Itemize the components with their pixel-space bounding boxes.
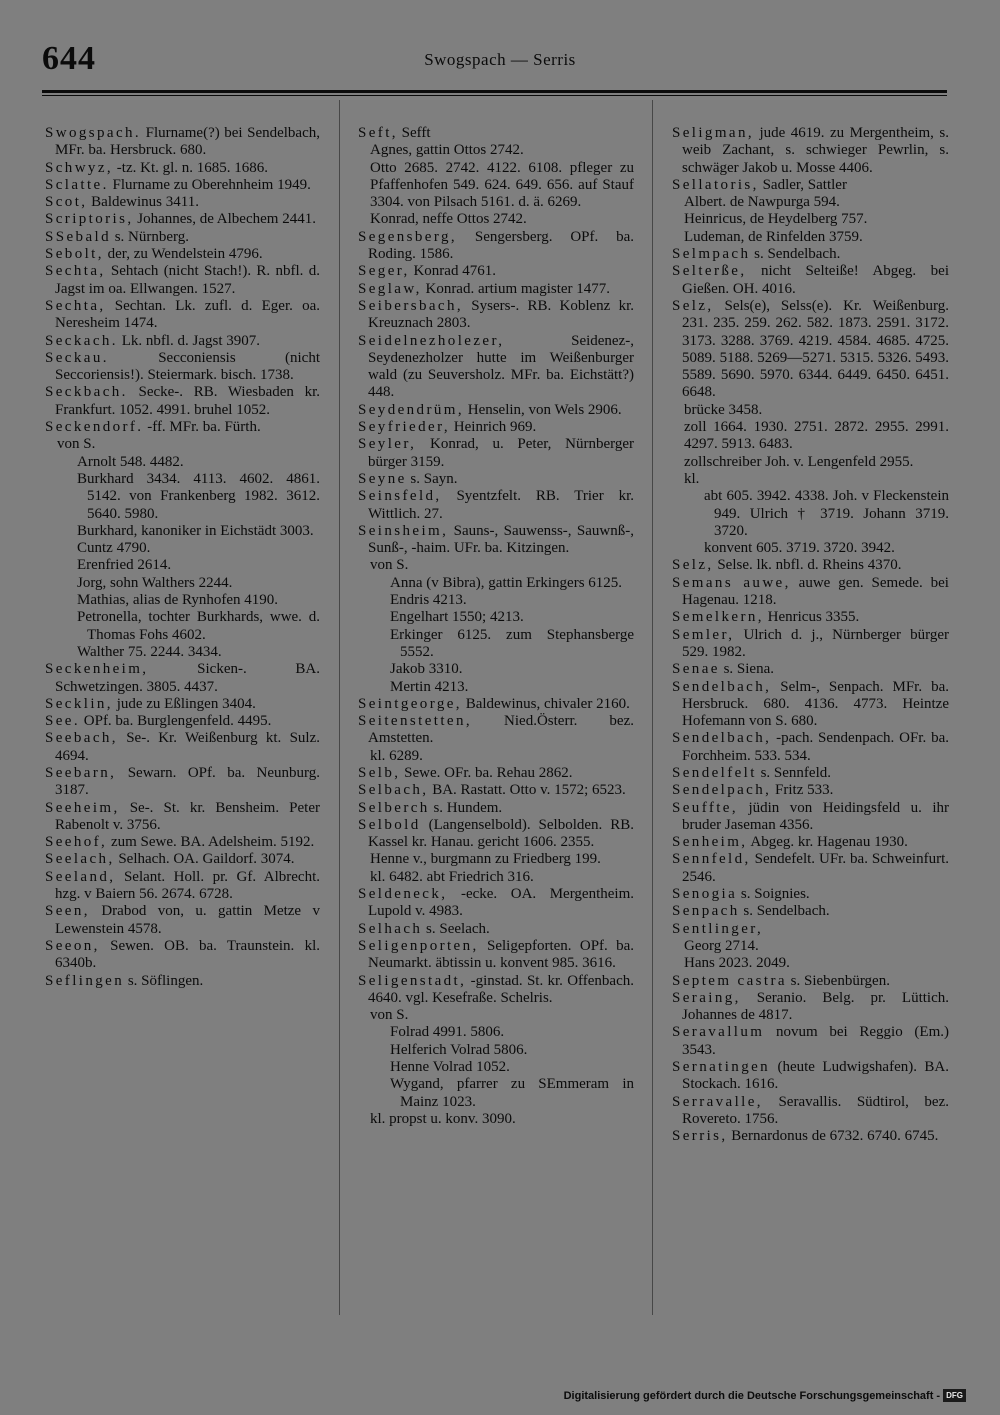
index-entry bbox=[358, 419, 634, 436]
entry-text: Drabod von, u. gattin Metze v Lewenstein 4578. bbox=[55, 903, 320, 937]
entry-lemma: Seitenstetten, bbox=[358, 713, 472, 730]
entry-subline: Cuntz 4790. bbox=[77, 540, 151, 557]
entry-text: novum bei Reggio (Em.) 3543. bbox=[682, 1024, 949, 1058]
entry-lemma: Seyler, bbox=[358, 436, 417, 453]
entry-text: Heinrich 969. bbox=[450, 419, 537, 436]
entry-lemma: Selterße, bbox=[672, 263, 747, 280]
footer-credit bbox=[564, 1389, 966, 1402]
entry-subline: kl. bbox=[684, 470, 700, 487]
entry-text: s. Hundem. bbox=[429, 799, 503, 816]
entry-subline: Engelhart 1550; 4213. bbox=[390, 609, 524, 626]
entry-text: Secconiensis (nicht Seccoriensis!). Steiermark. bisch. 1738. bbox=[55, 349, 320, 384]
entry-text: -ecke. OA. Mergentheim. Lupold v. 4983. bbox=[368, 886, 634, 920]
entry-text: Henricus 3355. bbox=[763, 609, 860, 626]
entry-subline: zollschreiber Joh. v. Lengenfeld 2955. bbox=[684, 453, 914, 470]
entry-subline: Hans 2023. 2049. bbox=[684, 955, 790, 972]
entry-lemma: Seinsheim, bbox=[358, 522, 449, 539]
entry-lemma: Seeland, bbox=[45, 868, 116, 885]
index-entry bbox=[45, 350, 320, 385]
entry-subline: konvent 605. 3719. 3720. 3942. bbox=[704, 540, 895, 557]
entry-lemma: Seyne bbox=[358, 470, 407, 487]
entry-text: Sicken-. BA. Schwetzingen. 3805. 4437. bbox=[55, 661, 320, 695]
index-entry bbox=[45, 869, 320, 904]
index-entry bbox=[358, 263, 634, 280]
index-entry bbox=[672, 263, 949, 298]
index-column-3 bbox=[672, 125, 949, 1146]
index-entry bbox=[672, 298, 949, 402]
index-entry bbox=[672, 1128, 949, 1145]
index-entry bbox=[672, 661, 949, 678]
index-entry bbox=[45, 903, 320, 938]
index-entry bbox=[45, 765, 320, 800]
entry-subline: Albert. de Nawpurga 594. bbox=[684, 194, 840, 211]
entry-text: nicht Selteiße! Abgeg. bei Gießen. OH. 4016. bbox=[682, 263, 949, 297]
entry-text: Seidenez-, Seydenezholzer hutte im Weißenburger wald (zu Seuversholz. MFr. ba. Eichstätt?) 448. bbox=[368, 332, 634, 401]
index-entry bbox=[672, 730, 949, 765]
entry-text: Sendefelt. UFr. ba. Schweinfurt. 2546. bbox=[682, 851, 949, 885]
entry-text: Seranio. Belg. pr. Lüttich. Johannes de 4817. bbox=[682, 989, 949, 1024]
entry-text: -tz. Kt. gl. n. 1685. 1686. bbox=[113, 159, 269, 176]
entry-text: Selse. lk. nbfl. d. Rheins 4370. bbox=[713, 557, 902, 574]
column-divider-1 bbox=[339, 100, 340, 1315]
entry-subline: von S. bbox=[370, 1007, 409, 1024]
entry-lemma: Seinsfeld, bbox=[358, 488, 442, 505]
index-entry bbox=[45, 696, 320, 713]
entry-text: Sels(e), Selss(e). Kr. Weißenburg. 231. 235. 259. 262. 582. 1873. 2591. 3172. 3173. 3288. 3769. 4219. 4584. 4685. 4725. 5089. 5188. 5269—5271. 5315. 5326. 5493. 5589. 5690. 5970. 6344. 6449. 6450. 6451. 6648. bbox=[682, 297, 949, 401]
entry-subline: zoll 1664. 1930. 2751. 2872. 2955. 2991. 4297. 5913. 6483. bbox=[684, 419, 949, 453]
entry-lemma: Seckbach. bbox=[45, 384, 128, 401]
entry-subline: kl. 6289. bbox=[370, 747, 423, 764]
entry-lemma: Sentlinger, bbox=[672, 920, 764, 937]
entry-lemma: Serravalle, bbox=[672, 1093, 763, 1110]
entry-subline: Georg 2714. bbox=[684, 937, 759, 954]
page-number: 644 bbox=[42, 40, 96, 77]
entry-text: Konrad. artium magister 1477. bbox=[421, 280, 611, 297]
index-entry bbox=[358, 713, 634, 748]
entry-text: s. Sendelbach. bbox=[739, 903, 830, 920]
index-entry bbox=[358, 696, 634, 713]
entry-lemma: Senpach bbox=[672, 903, 740, 920]
entry-text: -pach. Sendenpach. OFr. ba. Forchheim. 533. 534. bbox=[682, 730, 949, 764]
index-entry bbox=[45, 160, 320, 177]
index-entry bbox=[45, 834, 320, 851]
entry-text: Abgeg. kr. Hagenau 1930. bbox=[747, 834, 908, 851]
entry-lemma: Semans auwe, bbox=[672, 574, 791, 591]
index-entry bbox=[358, 436, 634, 471]
entry-lemma: Selmpach bbox=[672, 246, 751, 263]
entry-subline: Erenfried 2614. bbox=[77, 557, 172, 574]
entry-text: (heute Ludwigshafen). BA. Stockach. 1616. bbox=[682, 1059, 949, 1093]
entry-lemma: Seen, bbox=[45, 903, 90, 920]
entry-text: (Langenselbold). Selbolden. RB. Kassel kr. Hanau. gericht 1606. 2355. bbox=[368, 816, 634, 851]
entry-text: s. Siena. bbox=[719, 661, 774, 678]
index-entry bbox=[45, 713, 320, 730]
entry-lemma: Secklin, bbox=[45, 695, 113, 712]
index-entry bbox=[45, 263, 320, 298]
index-entry bbox=[672, 1094, 949, 1129]
index-entry bbox=[672, 177, 949, 194]
entry-lemma: Sennfeld, bbox=[672, 851, 751, 868]
index-entry bbox=[358, 938, 634, 973]
entry-text: s. Soignies. bbox=[737, 886, 810, 903]
entry-lemma: Senae bbox=[672, 661, 720, 678]
index-entry bbox=[45, 661, 320, 696]
entry-subline: Mathias, alias de Rynhofen 4190. bbox=[77, 592, 279, 609]
entry-text: Konrad, u. Peter, Nürnberger bürger 3159. bbox=[368, 436, 634, 470]
index-entry bbox=[358, 488, 634, 523]
dfg-logo: DFG bbox=[943, 1389, 966, 1402]
index-entry bbox=[358, 886, 634, 921]
index-entry bbox=[358, 298, 634, 333]
entry-text: Ulrich d. j., Nürnberger bürger 529. 1982. bbox=[682, 626, 949, 660]
entry-lemma: Seidelnezholezer, bbox=[358, 332, 505, 349]
index-column-1 bbox=[45, 125, 320, 990]
entry-lemma: Sendelfelt bbox=[672, 764, 757, 781]
index-entry bbox=[45, 333, 320, 350]
entry-lemma: Selbach, bbox=[358, 782, 429, 799]
entry-subline: von S. bbox=[57, 436, 96, 453]
index-entry bbox=[672, 800, 949, 835]
entry-subline: Jorg, sohn Walthers 2244. bbox=[77, 574, 233, 591]
index-entry bbox=[45, 938, 320, 973]
entry-lemma: Schwyz, bbox=[45, 159, 114, 176]
entry-subline: Petronella, tochter Burkhards, wwe. d. Thomas Fohs 4602. bbox=[77, 609, 320, 643]
entry-text: Flurname(?) bei Sendelbach, MFr. ba. Hersbruck. 680. bbox=[55, 125, 320, 159]
entry-text: s. Söflingen. bbox=[124, 972, 204, 989]
entry-lemma: Selz, bbox=[672, 557, 714, 574]
entry-lemma: Septem castra bbox=[672, 972, 787, 989]
entry-text: Sewen. OB. ba. Traunstein. kl. 6340b. bbox=[55, 937, 320, 972]
index-entry bbox=[672, 921, 949, 938]
entry-text: OPf. ba. Burglengenfeld. 4495. bbox=[80, 713, 272, 730]
entry-text: BA. Rastatt. Otto v. 1572; 6523. bbox=[428, 782, 626, 799]
entry-subline: Folrad 4991. 5806. bbox=[390, 1024, 505, 1041]
entry-subline: Henne Volrad 1052. bbox=[390, 1059, 510, 1076]
entry-text: Sehtach (nicht Stach!). R. nbfl. d. Jagst im oa. Ellwangen. 1527. bbox=[55, 263, 320, 297]
entry-lemma: Sendelbach, bbox=[672, 730, 772, 747]
index-entry bbox=[672, 609, 949, 626]
index-entry bbox=[358, 817, 634, 852]
entry-subline: Konrad, neffe Ottos 2742. bbox=[370, 211, 527, 228]
index-entry bbox=[672, 973, 949, 990]
entry-lemma: Sechta, bbox=[45, 263, 106, 280]
entry-text: Bernardonus de 6732. 6740. 6745. bbox=[727, 1128, 939, 1145]
entry-text: Johannes, de Albechem 2441. bbox=[133, 211, 316, 228]
entry-lemma: Sernatingen bbox=[672, 1059, 771, 1076]
header-rule bbox=[42, 90, 947, 96]
index-entry bbox=[358, 921, 634, 938]
entry-text: Selm-, Senpach. MFr. ba. Hersbruck. 680. 4136. 4773. Heintze Hofemann von S. 680. bbox=[682, 678, 949, 730]
index-entry bbox=[672, 1059, 949, 1094]
entry-subline: Mertin 4213. bbox=[390, 678, 469, 695]
entry-lemma: Seflingen bbox=[45, 972, 125, 989]
entry-lemma: Swogspach. bbox=[45, 125, 142, 141]
entry-lemma: Seraing, bbox=[672, 989, 741, 1006]
index-entry bbox=[358, 765, 634, 782]
entry-lemma: Sendelbach, bbox=[672, 678, 772, 695]
entry-lemma: Seldeneck, bbox=[358, 886, 448, 903]
index-entry bbox=[358, 471, 634, 488]
entry-lemma: Seintgeorge, bbox=[358, 695, 462, 712]
entry-lemma: Seydendrüm, bbox=[358, 401, 464, 418]
entry-lemma: Serris, bbox=[672, 1128, 728, 1145]
entry-subline: Burkhard, kanoniker in Eichstädt 3003. bbox=[77, 522, 314, 539]
index-entry bbox=[672, 782, 949, 799]
index-entry bbox=[672, 1024, 949, 1059]
entry-lemma: Sellatoris, bbox=[672, 176, 759, 193]
entry-subline: kl. 6482. abt Friedrich 316. bbox=[370, 868, 534, 885]
index-entry bbox=[45, 800, 320, 835]
entry-lemma: Seelach, bbox=[45, 851, 115, 868]
entry-subline: abt 605. 3942. 4338. Joh. v Fleckenstein 949. Ulrich † 3719. Johann 3719. 3720. bbox=[704, 488, 949, 539]
running-head: Swogspach — Serris bbox=[424, 50, 576, 69]
entry-lemma: Seckendorf. bbox=[45, 419, 144, 436]
index-entry bbox=[672, 575, 949, 610]
index-entry bbox=[45, 384, 320, 419]
entry-lemma: Seyfrieder, bbox=[358, 419, 451, 436]
entry-lemma: Seft, bbox=[358, 125, 398, 141]
entry-text: Baldewinus, chivaler 2160. bbox=[461, 695, 630, 712]
entry-lemma: Seebarn, bbox=[45, 764, 117, 781]
index-entry bbox=[672, 834, 949, 851]
entry-text: s. Sendelbach. bbox=[750, 246, 841, 263]
entry-lemma: Seckau. bbox=[45, 349, 109, 366]
entry-lemma: Sebolt, bbox=[45, 246, 104, 263]
index-entry bbox=[45, 125, 320, 160]
entry-text: Henselin, von Wels 2906. bbox=[463, 401, 622, 418]
entry-text: Sefft bbox=[397, 125, 431, 141]
entry-lemma: Sclatte. bbox=[45, 176, 109, 193]
index-entry bbox=[672, 627, 949, 662]
entry-subline: Jakob 3310. bbox=[390, 661, 463, 678]
entry-text: auwe gen. Semede. bei Hagenau. 1218. bbox=[682, 574, 949, 609]
index-entry bbox=[358, 800, 634, 817]
entry-subline: Agnes, gattin Ottos 2742. bbox=[370, 142, 524, 159]
entry-lemma: Seckach. bbox=[45, 332, 118, 349]
entry-text: Sewe. OFr. ba. Rehau 2862. bbox=[400, 764, 573, 781]
entry-text: Seravallis. Südtirol, bez. Rovereto. 1756. bbox=[682, 1093, 949, 1127]
entry-subline: kl. propst u. konv. 3090. bbox=[370, 1110, 516, 1127]
entry-lemma: Segensberg, bbox=[358, 228, 458, 245]
entry-text: Sysers-. RB. Koblenz kr. Kreuznach 2803. bbox=[368, 297, 634, 332]
entry-text: Nied.Österr. bez. Amstetten. bbox=[368, 713, 634, 747]
entry-text: s. Sennfeld. bbox=[756, 764, 831, 781]
index-entry bbox=[45, 194, 320, 211]
entry-text: Seligepforten. OPf. ba. Neumarkt. äbtissin u. konvent 985. 3616. bbox=[368, 937, 634, 972]
entry-lemma: Seebach, bbox=[45, 730, 118, 747]
entry-lemma: Seligenstadt, bbox=[358, 972, 467, 989]
entry-text: s. Siebenbürgen. bbox=[786, 972, 890, 989]
entry-text: s. Seelach. bbox=[422, 920, 490, 937]
entry-subline: Anna (v Bibra), gattin Erkingers 6125. bbox=[390, 574, 623, 591]
entry-text: Sengersberg. OPf. ba. Roding. 1586. bbox=[368, 228, 634, 263]
index-entry bbox=[45, 298, 320, 333]
entry-text: Se-. St. kr. Bensheim. Peter Rabenolt v. 3756. bbox=[55, 799, 320, 833]
index-entry bbox=[45, 419, 320, 436]
entry-lemma: Seglaw, bbox=[358, 280, 422, 297]
entry-subline: Arnolt 548. 4482. bbox=[77, 453, 184, 470]
entry-text: Syentzfelt. RB. Trier kr. Wittlich. 27. bbox=[368, 488, 634, 522]
entry-text: Konrad 4761. bbox=[409, 263, 496, 280]
entry-text: s. Sayn. bbox=[406, 470, 458, 487]
index-entry bbox=[672, 851, 949, 886]
entry-subline: Erkinger 6125. zum Stephansberge 5552. bbox=[390, 626, 634, 660]
index-entry bbox=[358, 782, 634, 799]
index-entry bbox=[45, 177, 320, 194]
entry-text: Sadler, Sattler bbox=[758, 176, 847, 193]
footer-text: Digitalisierung gefördert durch die Deutsche Forschungsgemeinschaft - bbox=[563, 1389, 941, 1402]
index-entry bbox=[672, 679, 949, 731]
entry-text: Flurname zu Oberehnheim 1949. bbox=[108, 176, 311, 193]
entry-lemma: Senogia bbox=[672, 886, 738, 903]
entry-subline: Endris 4213. bbox=[390, 592, 467, 609]
index-entry bbox=[45, 211, 320, 228]
entry-lemma: Selberch bbox=[358, 799, 430, 816]
entry-text: -ff. MFr. ba. Fürth. bbox=[143, 419, 261, 436]
entry-subline: von S. bbox=[370, 557, 409, 574]
index-entry bbox=[358, 402, 634, 419]
entry-text: jüdin von Heidingsfeld u. ihr bruder Jaseman 4356. bbox=[682, 799, 949, 833]
entry-text: Fritz 533. bbox=[771, 782, 834, 799]
entry-text: Lk. nbfl. d. Jagst 3907. bbox=[117, 332, 261, 349]
entry-subline: Walther 75. 2244. 3434. bbox=[77, 643, 222, 660]
entry-lemma: Seligman, bbox=[672, 125, 755, 141]
index-entry bbox=[672, 886, 949, 903]
index-entry bbox=[45, 229, 320, 246]
entry-lemma: See. bbox=[45, 713, 81, 730]
entry-text: -ginstad. St. kr. Offenbach. 4640. vgl. Kesefraße. Schelris. bbox=[368, 972, 634, 1006]
entry-lemma: Sendelpach, bbox=[672, 782, 772, 799]
entry-lemma: SSebald bbox=[45, 228, 111, 245]
entry-text: Selant. Holl. pr. Gf. Albrecht. hzg. v Baiern 56. 2674. 6728. bbox=[55, 868, 320, 903]
entry-subline: Heinricus, de Heydelberg 757. bbox=[684, 211, 868, 228]
entry-lemma: Semler, bbox=[672, 626, 735, 643]
entry-text: Baldewinus 3411. bbox=[87, 194, 199, 211]
entry-lemma: Seger, bbox=[358, 263, 410, 280]
entry-text: Sewarn. OPf. ba. Neunburg. 3187. bbox=[55, 764, 320, 799]
index-entry bbox=[672, 990, 949, 1025]
entry-lemma: Senheim, bbox=[672, 834, 748, 851]
entry-subline: Ludeman, de Rinfelden 3759. bbox=[684, 228, 863, 245]
entry-lemma: Seehof, bbox=[45, 834, 108, 851]
entry-lemma: Selb, bbox=[358, 764, 401, 781]
entry-text: zum Sewe. BA. Adelsheim. 5192. bbox=[107, 834, 315, 851]
entry-text: Se-. Kr. Weißenburg kt. Sulz. 4694. bbox=[55, 730, 320, 764]
entry-text: der, zu Wendelstein 4796. bbox=[103, 246, 263, 263]
index-entry bbox=[358, 125, 634, 142]
index-entry bbox=[358, 229, 634, 264]
index-entry bbox=[45, 851, 320, 868]
entry-lemma: Seibersbach, bbox=[358, 297, 464, 314]
entry-lemma: Sechta, bbox=[45, 297, 106, 314]
entry-text: Sauns-, Sauwenss-, Sauwnß-, Sunß-, -haim. UFr. ba. Kitzingen. bbox=[368, 522, 634, 557]
entry-lemma: Semelkern, bbox=[672, 609, 764, 626]
entry-text: Selhach. OA. Gaildorf. 3074. bbox=[114, 851, 295, 868]
entry-lemma: Seufftе, bbox=[672, 799, 738, 816]
entry-text: Secke-. RB. Wiesbaden kr. Frankfurt. 1052. 4991. bruhel 1052. bbox=[55, 384, 320, 418]
entry-lemma: Scriptoris, bbox=[45, 211, 134, 228]
index-entry bbox=[672, 246, 949, 263]
entry-subline: Helferich Volrad 5806. bbox=[390, 1041, 528, 1058]
entry-lemma: Scot, bbox=[45, 194, 88, 211]
index-entry bbox=[672, 557, 949, 574]
entry-lemma: Seeon, bbox=[45, 937, 100, 954]
entry-lemma: Seckenheim, bbox=[45, 661, 149, 678]
index-entry bbox=[45, 730, 320, 765]
entry-lemma: Seligenporten, bbox=[358, 937, 479, 954]
index-column-2 bbox=[358, 125, 634, 1128]
entry-subline: Henne v., burgmann zu Friedberg 199. bbox=[370, 851, 601, 868]
entry-text: Sechtan. Lk. zufl. d. Eger. oa. Neresheim 1474. bbox=[55, 297, 320, 332]
index-entry bbox=[358, 281, 634, 298]
entry-lemma: Seravallum bbox=[672, 1024, 765, 1041]
index-entry bbox=[358, 973, 634, 1008]
entry-lemma: Selz, bbox=[672, 297, 714, 314]
index-entry bbox=[672, 765, 949, 782]
entry-subline: Wygand, pfarrer zu SEmmeram in Mainz 1023. bbox=[390, 1076, 634, 1110]
entry-lemma: Seeheim, bbox=[45, 799, 120, 816]
column-divider-2 bbox=[652, 100, 653, 1315]
entry-text: jude 4619. zu Mergentheim, s. weib Zachant, s. schwieger Pewrlin, s. schwäger Jakob u. Mosse 4406. bbox=[682, 125, 949, 176]
entry-subline: brücke 3458. bbox=[684, 401, 763, 418]
index-entry bbox=[45, 973, 320, 990]
index-entry bbox=[358, 523, 634, 558]
entry-subline: Burkhard 3434. 4113. 4602. 4861. 5142. von Frankenberg 1982. 3612. 5640. 5980. bbox=[77, 470, 320, 522]
index-entry bbox=[672, 903, 949, 920]
index-entry bbox=[358, 333, 634, 402]
entry-lemma: Selhach bbox=[358, 920, 423, 937]
entry-text: s. Nürnberg. bbox=[110, 228, 190, 245]
index-entry bbox=[672, 125, 949, 177]
entry-subline: Otto 2685. 2742. 4122. 6108. pfleger zu Pfaffenhofen 549. 624. 649. 656. auf Stauf 3304. von Pilsach 5161. d. ä. 6269. bbox=[370, 159, 634, 211]
entry-text: jude zu Eßlingen 3404. bbox=[112, 695, 256, 712]
entry-lemma: Selbold bbox=[358, 816, 421, 833]
index-entry bbox=[45, 246, 320, 263]
